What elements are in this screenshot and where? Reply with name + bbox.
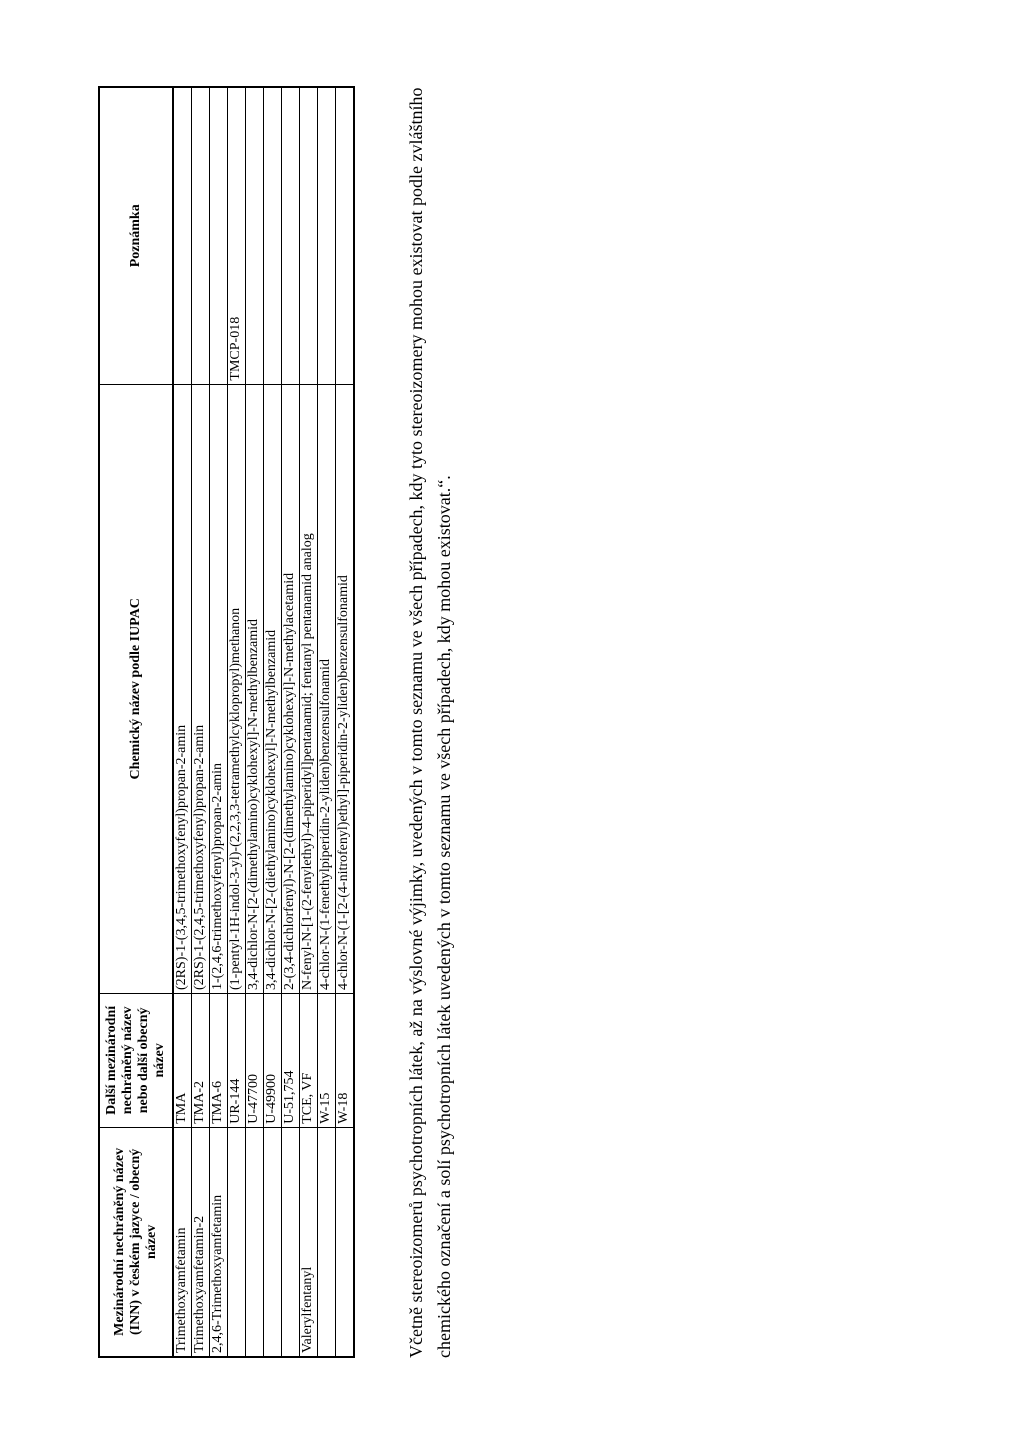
table-row — [228, 87, 246, 1357]
cell-note — [300, 87, 318, 384]
cell-iupac: 4-chlor-N-(1-[2-(4-nitrofenyl)ethyl]-piperidin-2-yliden)benzensulfonamid — [336, 384, 355, 993]
cell-inn: Trimethoxyamfetamin-2 — [192, 1127, 210, 1357]
table-row — [336, 87, 355, 1357]
cell-iupac: 3,4-dichlor-N-[2-(diethylamino)cyklohexyl]-N-methylbenzamid — [264, 384, 282, 993]
cell-inn — [282, 1127, 300, 1357]
cell-note — [246, 87, 264, 384]
cell-note — [282, 87, 300, 384]
cell-other-name: UR-144 — [228, 993, 246, 1127]
cell-inn: Valerylfentanyl — [300, 1127, 318, 1357]
cell-note — [192, 87, 210, 384]
cell-iupac: 1-(2,4,6-trimethoxyfenyl)propan-2-amin — [210, 384, 228, 993]
table-row — [300, 87, 318, 1357]
table-row — [318, 87, 336, 1357]
header-note: Poznámka — [99, 87, 173, 384]
cell-note — [173, 87, 192, 384]
header-inn-name: Mezinárodní nechráněný název (INN) v českém jazyce / obecný název — [99, 1127, 173, 1357]
header-other-name: Další mezinárodní nechráněný název nebo další obecný název — [99, 993, 173, 1127]
table-header-row — [99, 87, 173, 1357]
header-iupac-name: Chemický název podle IUPAC — [99, 384, 173, 993]
cell-note — [336, 87, 355, 384]
cell-note: TMCP-018 — [228, 87, 246, 384]
cell-inn: 2,4,6-Trimethoxyamfetamin — [210, 1127, 228, 1357]
table-row — [282, 87, 300, 1357]
cell-other-name: W-15 — [318, 993, 336, 1127]
cell-other-name: TCE, VF — [300, 993, 318, 1127]
cell-note — [210, 87, 228, 384]
table-row — [210, 87, 228, 1357]
table-row — [246, 87, 264, 1357]
rotated-page-content — [98, 58, 1024, 1358]
cell-iupac: (2RS)-1-(3,4,5-trimethoxyfenyl)propan-2-amin — [173, 384, 192, 993]
cell-other-name: W-18 — [336, 993, 355, 1127]
cell-inn — [228, 1127, 246, 1357]
cell-inn — [318, 1127, 336, 1357]
cell-other-name: TMA — [173, 993, 192, 1127]
cell-other-name: TMA-6 — [210, 993, 228, 1127]
cell-iupac: (2RS)-1-(2,4,5-trimethoxyfenyl)propan-2-amin — [192, 384, 210, 993]
stereoisomer-footnote: Včetně stereoizomerů psychotropních látek, až na výslovné výjimky, uvedených v tomto seznamu ve všech případech, kdy tyto stereoizomery mohou existovat podle zvláštního chemického označení a solí psychotropních látek uvedených v tomto seznamu ve všech případech, kdy mohou existovat.“. — [406, 87, 454, 1358]
cell-note — [264, 87, 282, 384]
cell-other-name: U-47700 — [246, 993, 264, 1127]
cell-other-name: U-49900 — [264, 993, 282, 1127]
cell-iupac: N-fenyl-N-[1-(2-fenylethyl)-4-piperidyl]pentanamid; fentanyl pentanamid analog — [300, 384, 318, 993]
cell-iupac: 4-chlor-N-(1-fenethylpiperidin-2-yliden)benzensulfonamid — [318, 384, 336, 993]
cell-note — [318, 87, 336, 384]
cell-inn — [246, 1127, 264, 1357]
table-row — [264, 87, 282, 1357]
cell-iupac: 3,4-dichlor-N-[2-(dimethylamino)cyklohexyl]-N-methylbenzamid — [246, 384, 264, 993]
cell-iupac: 2-(3,4-dichlorfenyl)-N-[2-(dimethylamino)cyklohexyl]-N-methylacetamid — [282, 384, 300, 993]
cell-iupac: (1-pentyl-1H-indol-3-yl)-(2,2,3,3-tetramethylcyklopropyl)methanon — [228, 384, 246, 993]
cell-inn: Trimethoxyamfetamin — [173, 1127, 192, 1357]
cell-other-name: TMA-2 — [192, 993, 210, 1127]
cell-inn — [264, 1127, 282, 1357]
psychotropic-substances-table — [98, 86, 355, 1358]
table-row — [192, 87, 210, 1357]
cell-other-name: U-51,754 — [282, 993, 300, 1127]
table-row — [173, 87, 192, 1357]
cell-inn — [336, 1127, 355, 1357]
